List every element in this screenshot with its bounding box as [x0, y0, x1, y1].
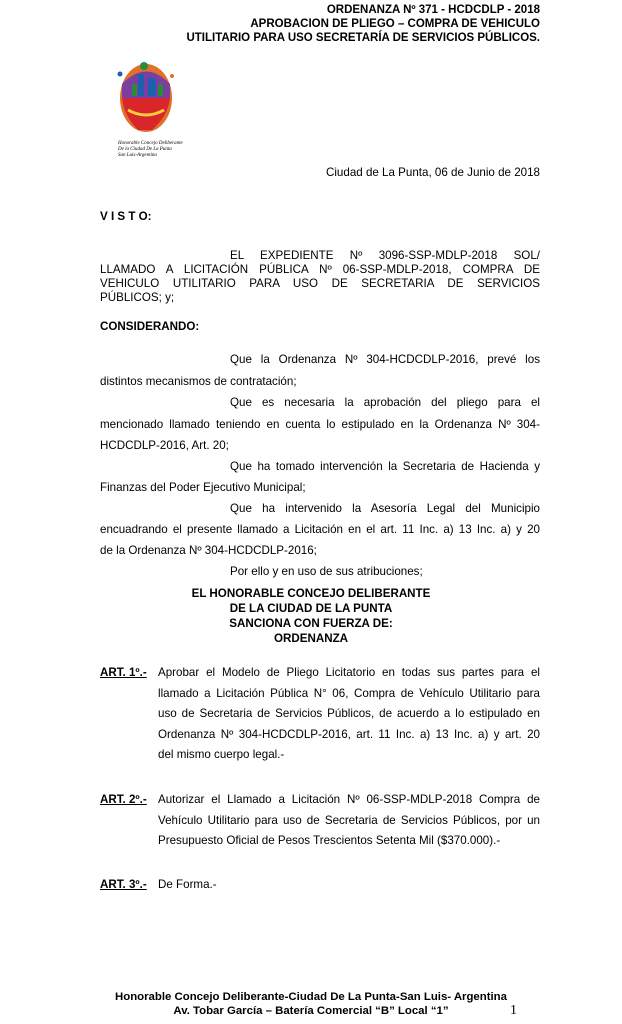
art1-text — [158, 663, 540, 766]
ordinance-title-line1: APROBACION DE PLIEGO – COMPRA DE VEHICULO — [250, 18, 540, 30]
document-date: Ciudad de La Punta, 06 de Junio de 2018 — [325, 166, 540, 179]
visto-line-4: PÚBLICOS; y; — [100, 291, 175, 304]
logo-caption-1: Honorable Concejo Deliberante — [118, 141, 183, 146]
considerando-p3-line2: Finanzas del Poder Ejecutivo Municipal; — [100, 481, 306, 494]
considerando-p4-line2: encuadrando el presente llamado a Licitación en el art. 11 Inc. a) 13 Inc. a) y 20 — [100, 523, 540, 536]
art2-text — [158, 790, 540, 852]
art1-line-1: Aprobar el Modelo de Pliego Licitatorio en todas sus partes para el — [158, 666, 540, 679]
sanciona-line-4: ORDENANZA — [273, 632, 349, 645]
visto-line-3: VEHICULO UTILITARIO PARA USO DE SECRETARIA DE SERVICIOS — [100, 277, 540, 290]
considerando-p5: Por ello y en uso de sus atribuciones; — [230, 565, 423, 578]
sanciona-line-1: EL HONORABLE CONCEJO DELIBERANTE — [191, 587, 431, 600]
art1-line-4: Ordenanza Nº 304-HCDCDLP-2016, art. 11 Inc. a) 13 Inc. a) y art. 20 — [158, 727, 540, 741]
art2-line-1: Autorizar el Llamado a Licitación Nº 06-SSP-MDLP-2018 Compra de — [158, 793, 540, 806]
logo-caption-2: De la Ciudad De La Punta — [118, 147, 172, 152]
art2-line-3: Presupuesto Oficial de Pesos Trescientos Setenta Mil ($370.000).- — [158, 834, 501, 847]
footer-line-2: Av. Tobar García – Batería Comercial “B” Local “1” — [173, 1005, 449, 1017]
visto-line-2: LLAMADO A LICITACIÓN PÚBLICA Nº 06-SSP-MDLP-2018, COMPRA DE — [100, 263, 540, 276]
visto-line-1: EL EXPEDIENTE Nº 3096-SSP-MDLP-2018 SOL/ — [230, 249, 540, 262]
sanciona-line-2: DE LA CIUDAD DE LA PUNTA — [229, 602, 393, 615]
council-emblem-icon — [108, 54, 188, 136]
logo-caption-3: San Luis-Argentina — [118, 153, 157, 158]
considerando-p3-line1: Que ha tomado intervención la Secretaria de Hacienda y — [230, 460, 540, 473]
considerando-p2-line1: Que es necesaria la aprobación del pliego para el — [230, 396, 540, 409]
page-number: 1 — [510, 1003, 517, 1018]
visto-heading: V I S T O: — [100, 210, 152, 223]
art2-label: ART. 2º.- — [100, 793, 147, 806]
art1-line-3: uso de Secretaria de Servicios Públicos, de acuerdo a lo estipulado en — [158, 707, 540, 720]
document-header — [186, 3, 540, 45]
footer-line-1: Honorable Concejo Deliberante-Ciudad De La Punta-San Luis- Argentina — [115, 991, 507, 1003]
considerando-p2-line3: HCDCDLP-2016, Art. 20; — [100, 439, 229, 452]
document-footer — [0, 990, 622, 1018]
considerando-p4-line3: de la Ordenanza Nº 304-HCDCDLP-2016; — [100, 544, 317, 557]
council-logo — [108, 54, 188, 158]
art2-line-2: Vehículo Utilitario para uso de Secretaria de Servicios Públicos, por un — [158, 813, 540, 827]
art3-text: De Forma.- — [158, 878, 217, 891]
art1-label: ART. 1º.- — [100, 666, 147, 679]
sanciona-block — [0, 586, 622, 646]
art1-line-2: llamado a Licitación Pública N° 06, Compra de Vehículo Utilitario para — [158, 686, 540, 700]
considerando-p1-line2: distintos mecanismos de contratación; — [100, 375, 297, 388]
ordinance-title-line2: UTILITARIO PARA USO SECRETARÍA DE SERVICIOS PÚBLICOS. — [186, 32, 540, 44]
art1-line-5: del mismo cuerpo legal.- — [158, 748, 285, 761]
considerando-p2-line2: mencionado llamado teniendo en cuenta lo estipulado en la Ordenanza Nº 304- — [100, 418, 540, 431]
considerando-heading: CONSIDERANDO: — [100, 320, 200, 333]
considerando-p4-line1: Que ha intervenido la Asesoría Legal del Municipio — [230, 502, 540, 515]
sanciona-line-3: SANCIONA CON FUERZA DE: — [229, 617, 393, 630]
art3-label: ART. 3º.- — [100, 878, 147, 891]
ordinance-number: ORDENANZA Nº 371 - HCDCDLP - 2018 — [326, 4, 540, 16]
considerando-p1-line1: Que la Ordenanza Nº 304-HCDCDLP-2016, prevé los — [230, 353, 540, 366]
